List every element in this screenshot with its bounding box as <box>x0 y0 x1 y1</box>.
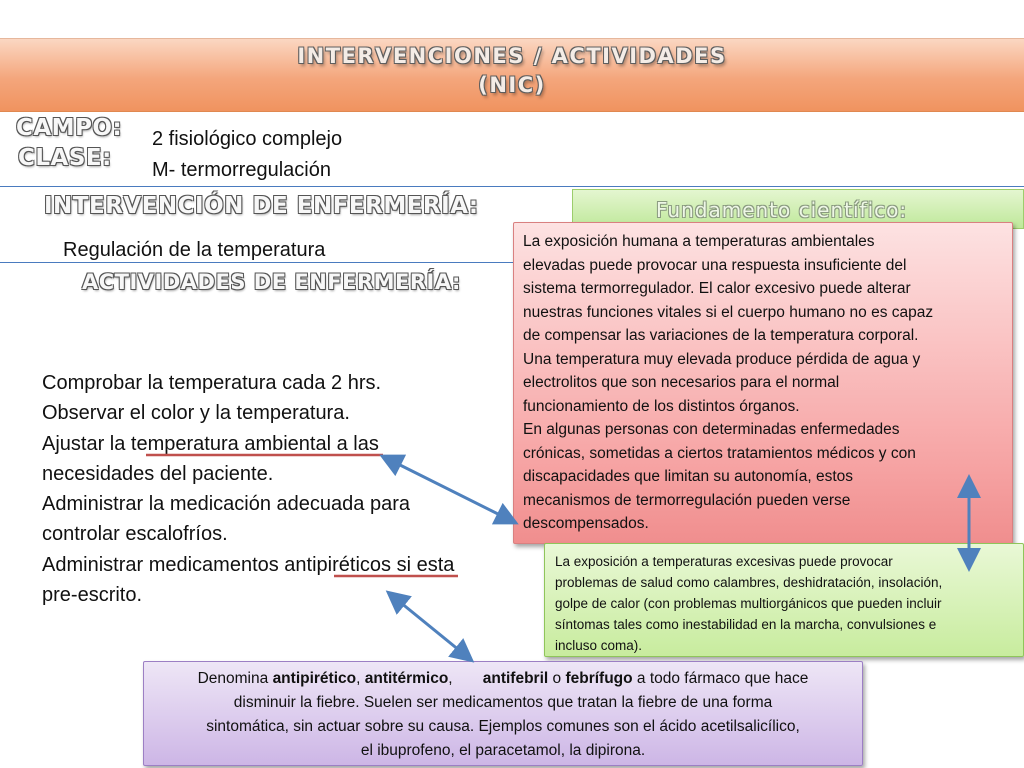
activity-line: pre-escrito. <box>42 584 143 607</box>
clase-value: M- termorregulación <box>152 159 331 181</box>
red-callout-line: sistema termorregulador. El calor excesivo puede alterar <box>523 280 911 297</box>
activity-line: Administrar medicamentos antipiréticos si esta <box>42 553 455 576</box>
red-callout-line: La exposición humana a temperaturas ambientales <box>523 233 875 250</box>
page-title-line1: INTERVENCIONES / ACTIVIDADES <box>297 44 727 68</box>
text-run: a todo fármaco que hace <box>632 670 809 687</box>
activity-line: Administrar la medicación adecuada para <box>42 493 410 516</box>
term-antifebril: antifebril <box>482 670 549 687</box>
term-febrifugo: febrífugo <box>565 670 633 687</box>
activity-line: Comprobar la temperatura cada 2 hrs. <box>42 372 382 394</box>
purple-callout-line: sintomática, sin actuar sobre su causa. Ejemplos comunes son el ácido acetilsalicílico, <box>206 718 800 735</box>
term-antipiretico: antipirético <box>272 670 357 687</box>
term-antitermico: antitérmico <box>364 670 449 687</box>
red-callout-line: crónicas, sometidas a ciertos tratamientos médicos y con <box>523 444 916 462</box>
red-callout-line: Una temperatura muy elevada produce pérdida de agua y <box>523 350 921 368</box>
activity-line: necesidades del paciente. <box>42 462 274 485</box>
green-callout-line: síntomas tales como inestabilidad en la marcha, convulsiones e <box>555 617 937 632</box>
purple-callout-line: disminuir la fiebre. Suelen ser medicamentos que tratan la fiebre de una forma <box>233 694 773 711</box>
intervencion-value: Regulación de la temperatura <box>63 239 326 261</box>
page-title-line2: (NIC) <box>478 73 546 97</box>
green-callout-line: incluso coma). <box>555 638 643 653</box>
text-run: , <box>448 670 483 687</box>
text-run: o <box>548 670 566 687</box>
red-callout-line: elevadas puede provocar una respuesta insuficiente del <box>523 256 907 274</box>
text-run: , <box>356 670 365 687</box>
campo-label: CAMPO: <box>16 115 123 141</box>
activity-line: Ajustar la temperatura ambiental a las <box>42 432 379 455</box>
activity-line: Observar el color y la temperatura. <box>42 402 350 425</box>
fundamento-heading: Fundamento científico: <box>656 198 908 222</box>
red-callout-line: nuestras funciones vitales si el cuerpo humano no es capaz <box>523 303 934 321</box>
red-callout-line: En algunas personas con determinadas enfermedades <box>523 421 900 438</box>
double-arrow-icon <box>395 598 465 655</box>
red-callout-line: discapacidades que limitan su autonomía, estos <box>523 468 854 485</box>
campo-value: 2 fisiológico complejo <box>152 128 343 150</box>
clase-label: CLASE: <box>18 145 112 171</box>
text-run: Denomina <box>197 670 273 687</box>
activity-line: controlar escalofríos. <box>42 523 228 546</box>
red-callout-line: descompensados. <box>523 515 649 532</box>
red-callout-line: funcionamiento de los distintos órganos. <box>523 397 800 415</box>
red-callout-line: electrolitos que son necesarios para el normal <box>523 374 840 391</box>
red-callout-line: mecanismos de termorregulación pueden verse <box>523 491 851 509</box>
intervencion-heading: INTERVENCIÓN DE ENFERMERÍA: <box>44 193 479 219</box>
green-callout-line: La exposición a temperaturas excesivas puede provocar <box>555 554 893 569</box>
green-callout-line: golpe de calor (con problemas multiorgánicos que pueden incluir <box>555 596 942 611</box>
actividades-heading: ACTIVIDADES DE ENFERMERÍA: <box>82 270 461 294</box>
red-callout-line: de compensar las variaciones de la temperatura corporal. <box>523 327 919 344</box>
double-arrow-icon <box>390 460 508 519</box>
green-callout-line: problemas de salud como calambres, deshidratación, insolación, <box>555 575 943 590</box>
purple-callout-line: el ibuprofeno, el paracetamol, la dipirona. <box>360 742 646 759</box>
